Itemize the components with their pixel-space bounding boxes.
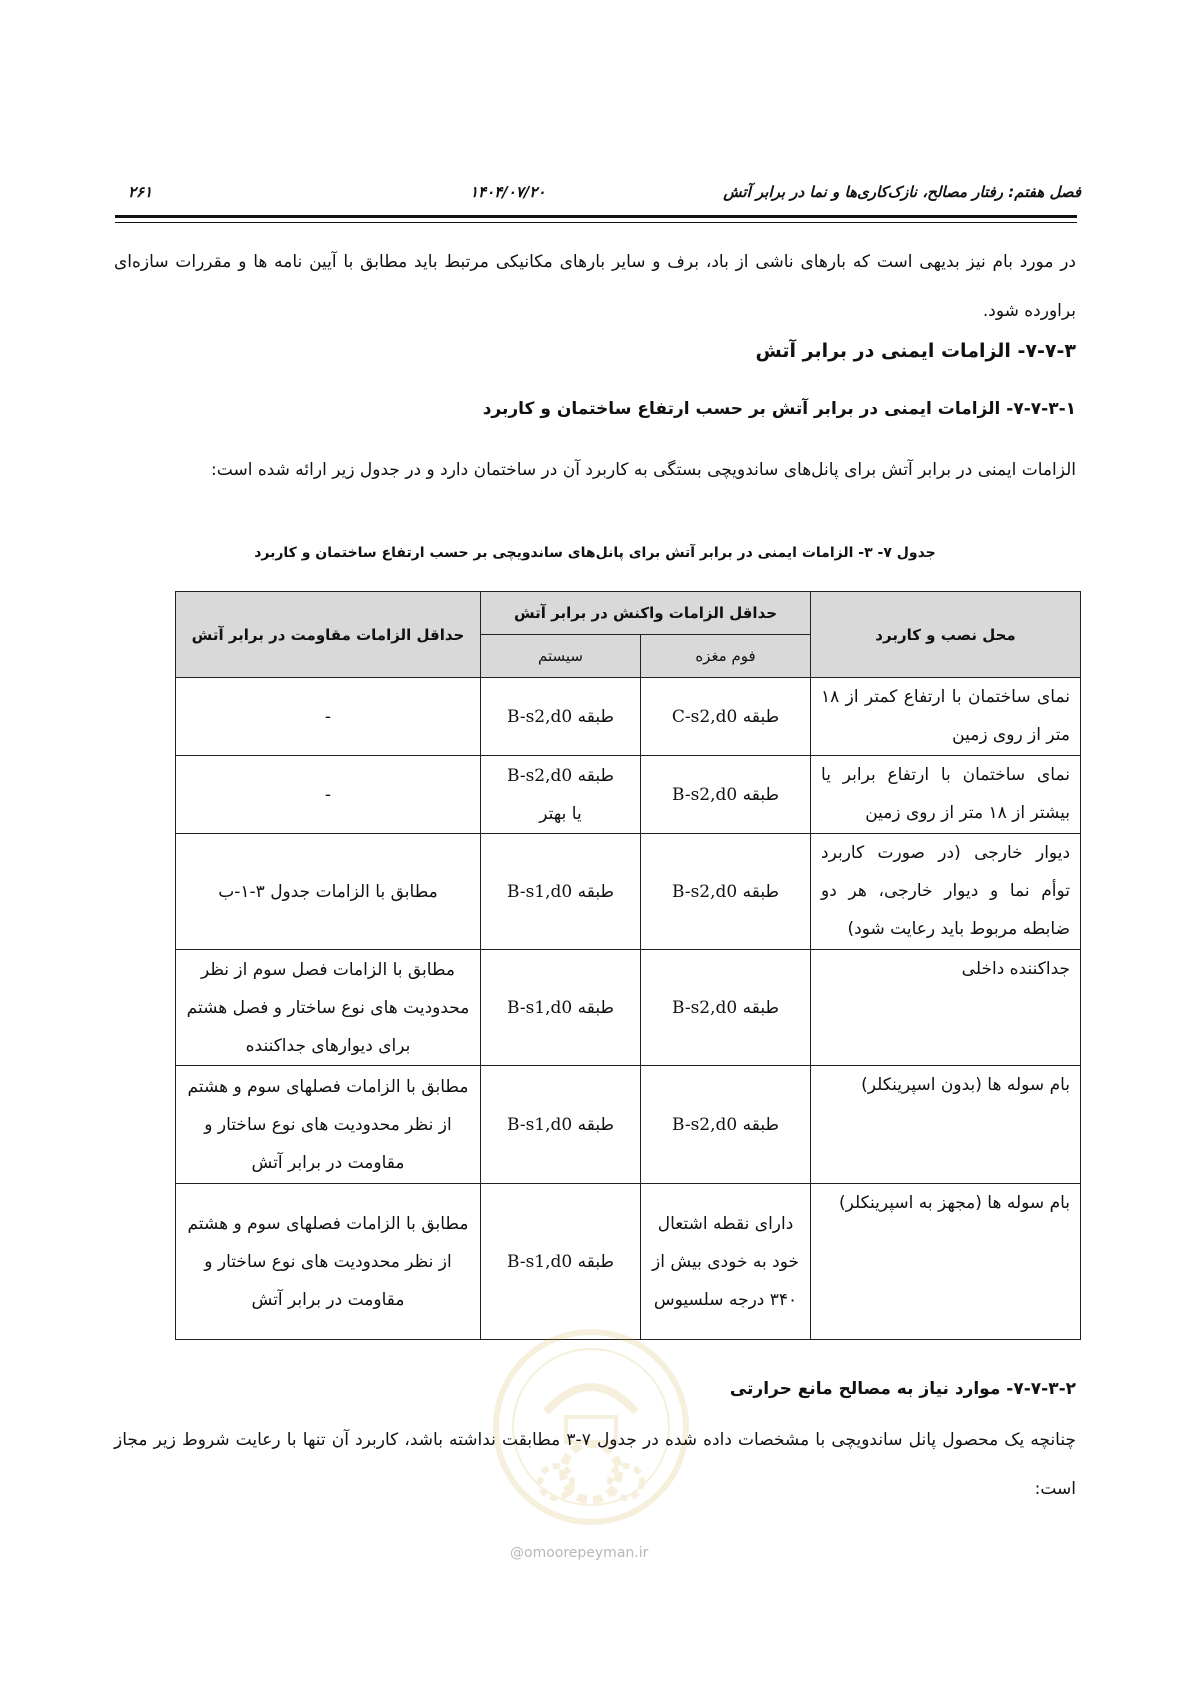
table-row: [176, 756, 1081, 834]
cell-foam-class: طبقه C-s2,d0: [641, 678, 811, 756]
header-rule-thick: [115, 215, 1077, 218]
chapter-title: فصل هفتم: رفتار مصالح، نازک‌کاری‌ها و نما در برابر آتش: [723, 183, 1081, 201]
table-row: [176, 950, 1081, 1066]
table-row: [176, 678, 1081, 756]
cell-resistance: مطابق با الزامات فصل سوم از نظر محدودیت های نوع ساختار و فصل هشتم برای دیوارهای جداکننده: [176, 950, 481, 1066]
table-row: [176, 834, 1081, 950]
page-number: ۲۶۱: [128, 183, 153, 201]
cell-location: بام سوله ها (مجهز به اسپرینکلر): [811, 1184, 1081, 1340]
cell-location: نمای ساختمان با ارتفاع برابر یا بیشتر از ۱۸ متر از روی زمین: [811, 756, 1081, 834]
cell-system-class: طبقه B-s1,d0: [481, 950, 641, 1066]
cell-resistance: -: [176, 678, 481, 756]
cell-system-class: طبقه B-s2,d0: [481, 678, 641, 756]
section-heading-7-7-3-2: ۷-۷-۳-۲- موارد نیاز به مصالح مانع حرارتی: [729, 1379, 1076, 1399]
cell-resistance: مطابق با الزامات فصلهای سوم و هشتم از نظر محدودیت های نوع ساختار و مقاومت در برابر آتش: [176, 1066, 481, 1184]
header-resistance: حداقل الزامات مقاومت در برابر آتش: [176, 592, 481, 678]
paragraph-roof-loads: در مورد بام نیز بدیهی است که بارهای ناشی از باد، برف و سایر بارهای مکانیکی مرتبط باید مطابق با آیین نامه ها و مقررات سازه‌ای براورده شود.: [114, 252, 1076, 321]
paragraph-fire-requirements: الزامات ایمنی در برابر آتش برای پانل‌های ساندویچی بستگی به کاربرد آن در ساختمان دارد و در جدول زیر ارائه شده است:: [211, 460, 1076, 480]
paragraph-thermal-barrier: چنانچه یک محصول پانل ساندویچی با مشخصات داده شده در جدول ۷-۳ مطابقت نداشته باشد، کاربرد آن تنها با رعایت شروط زیر مجاز است:: [114, 1430, 1076, 1499]
cell-foam-class: طبقه B-s2,d0: [641, 950, 811, 1066]
header-rule-thin: [115, 222, 1077, 223]
cell-foam-class: طبقه B-s2,d0: [641, 834, 811, 950]
cell-system-class: طبقه B-s1,d0: [481, 1066, 641, 1184]
header-reaction-group: حداقل الزامات واکنش در برابر آتش: [481, 592, 811, 635]
cell-location: بام سوله ها (بدون اسپرینکلر): [811, 1066, 1081, 1184]
cell-foam-class: طبقه B-s2,d0: [641, 756, 811, 834]
fire-requirements-table: [175, 591, 1081, 1340]
header-system: سیستم: [481, 635, 641, 678]
section-heading-7-7-3: ۷-۷-۳- الزامات ایمنی در برابر آتش: [755, 340, 1076, 362]
cell-system-class: طبقه B-s1,d0: [481, 1184, 641, 1340]
header-date: ۱۴۰۴/۰۷/۲۰: [470, 183, 546, 201]
cell-resistance: مطابق با الزامات فصلهای سوم و هشتم از نظر محدودیت های نوع ساختار و مقاومت در برابر آتش: [176, 1184, 481, 1340]
cell-location: جداکننده داخلی: [811, 950, 1081, 1066]
cell-resistance: -: [176, 756, 481, 834]
table-caption: جدول ۷- ۳- الزامات ایمنی در برابر آتش برای پانل‌های ساندویچی بر حسب ارتفاع ساختمان و کاربرد: [254, 545, 936, 561]
cell-system-class: طبقه B-s1,d0: [481, 834, 641, 950]
cell-foam-class: طبقه B-s2,d0: [641, 1066, 811, 1184]
cell-foam-text: دارای نقطه اشتعال خود به خودی بیش از ۳۴۰ درجه سلسیوس: [641, 1184, 811, 1340]
header-foam-core: فوم مغزه: [641, 635, 811, 678]
cell-location: دیوار خارجی (در صورت کاربرد توأم نما و دیوار خارجی، هر دو ضابطه مربوط باید رعایت شود): [811, 834, 1081, 950]
table-row: [176, 1184, 1081, 1340]
header-location: محل نصب و کاربرد: [811, 592, 1081, 678]
system-note: یا بهتر: [539, 803, 582, 824]
cell-system-class: طبقه B-s2,d0 یا بهتر: [481, 756, 641, 834]
cell-resistance: مطابق با الزامات جدول ۳-۱-ب: [176, 834, 481, 950]
cell-location: نمای ساختمان با ارتفاع کمتر از ۱۸ متر از روی زمین: [811, 678, 1081, 756]
table-row: [176, 1066, 1081, 1184]
section-heading-7-7-3-1: ۷-۷-۳-۱- الزامات ایمنی در برابر آتش بر حسب ارتفاع ساختمان و کاربرد: [482, 399, 1076, 419]
watermark-url: @omoorepeyman.ir: [510, 1545, 649, 1561]
